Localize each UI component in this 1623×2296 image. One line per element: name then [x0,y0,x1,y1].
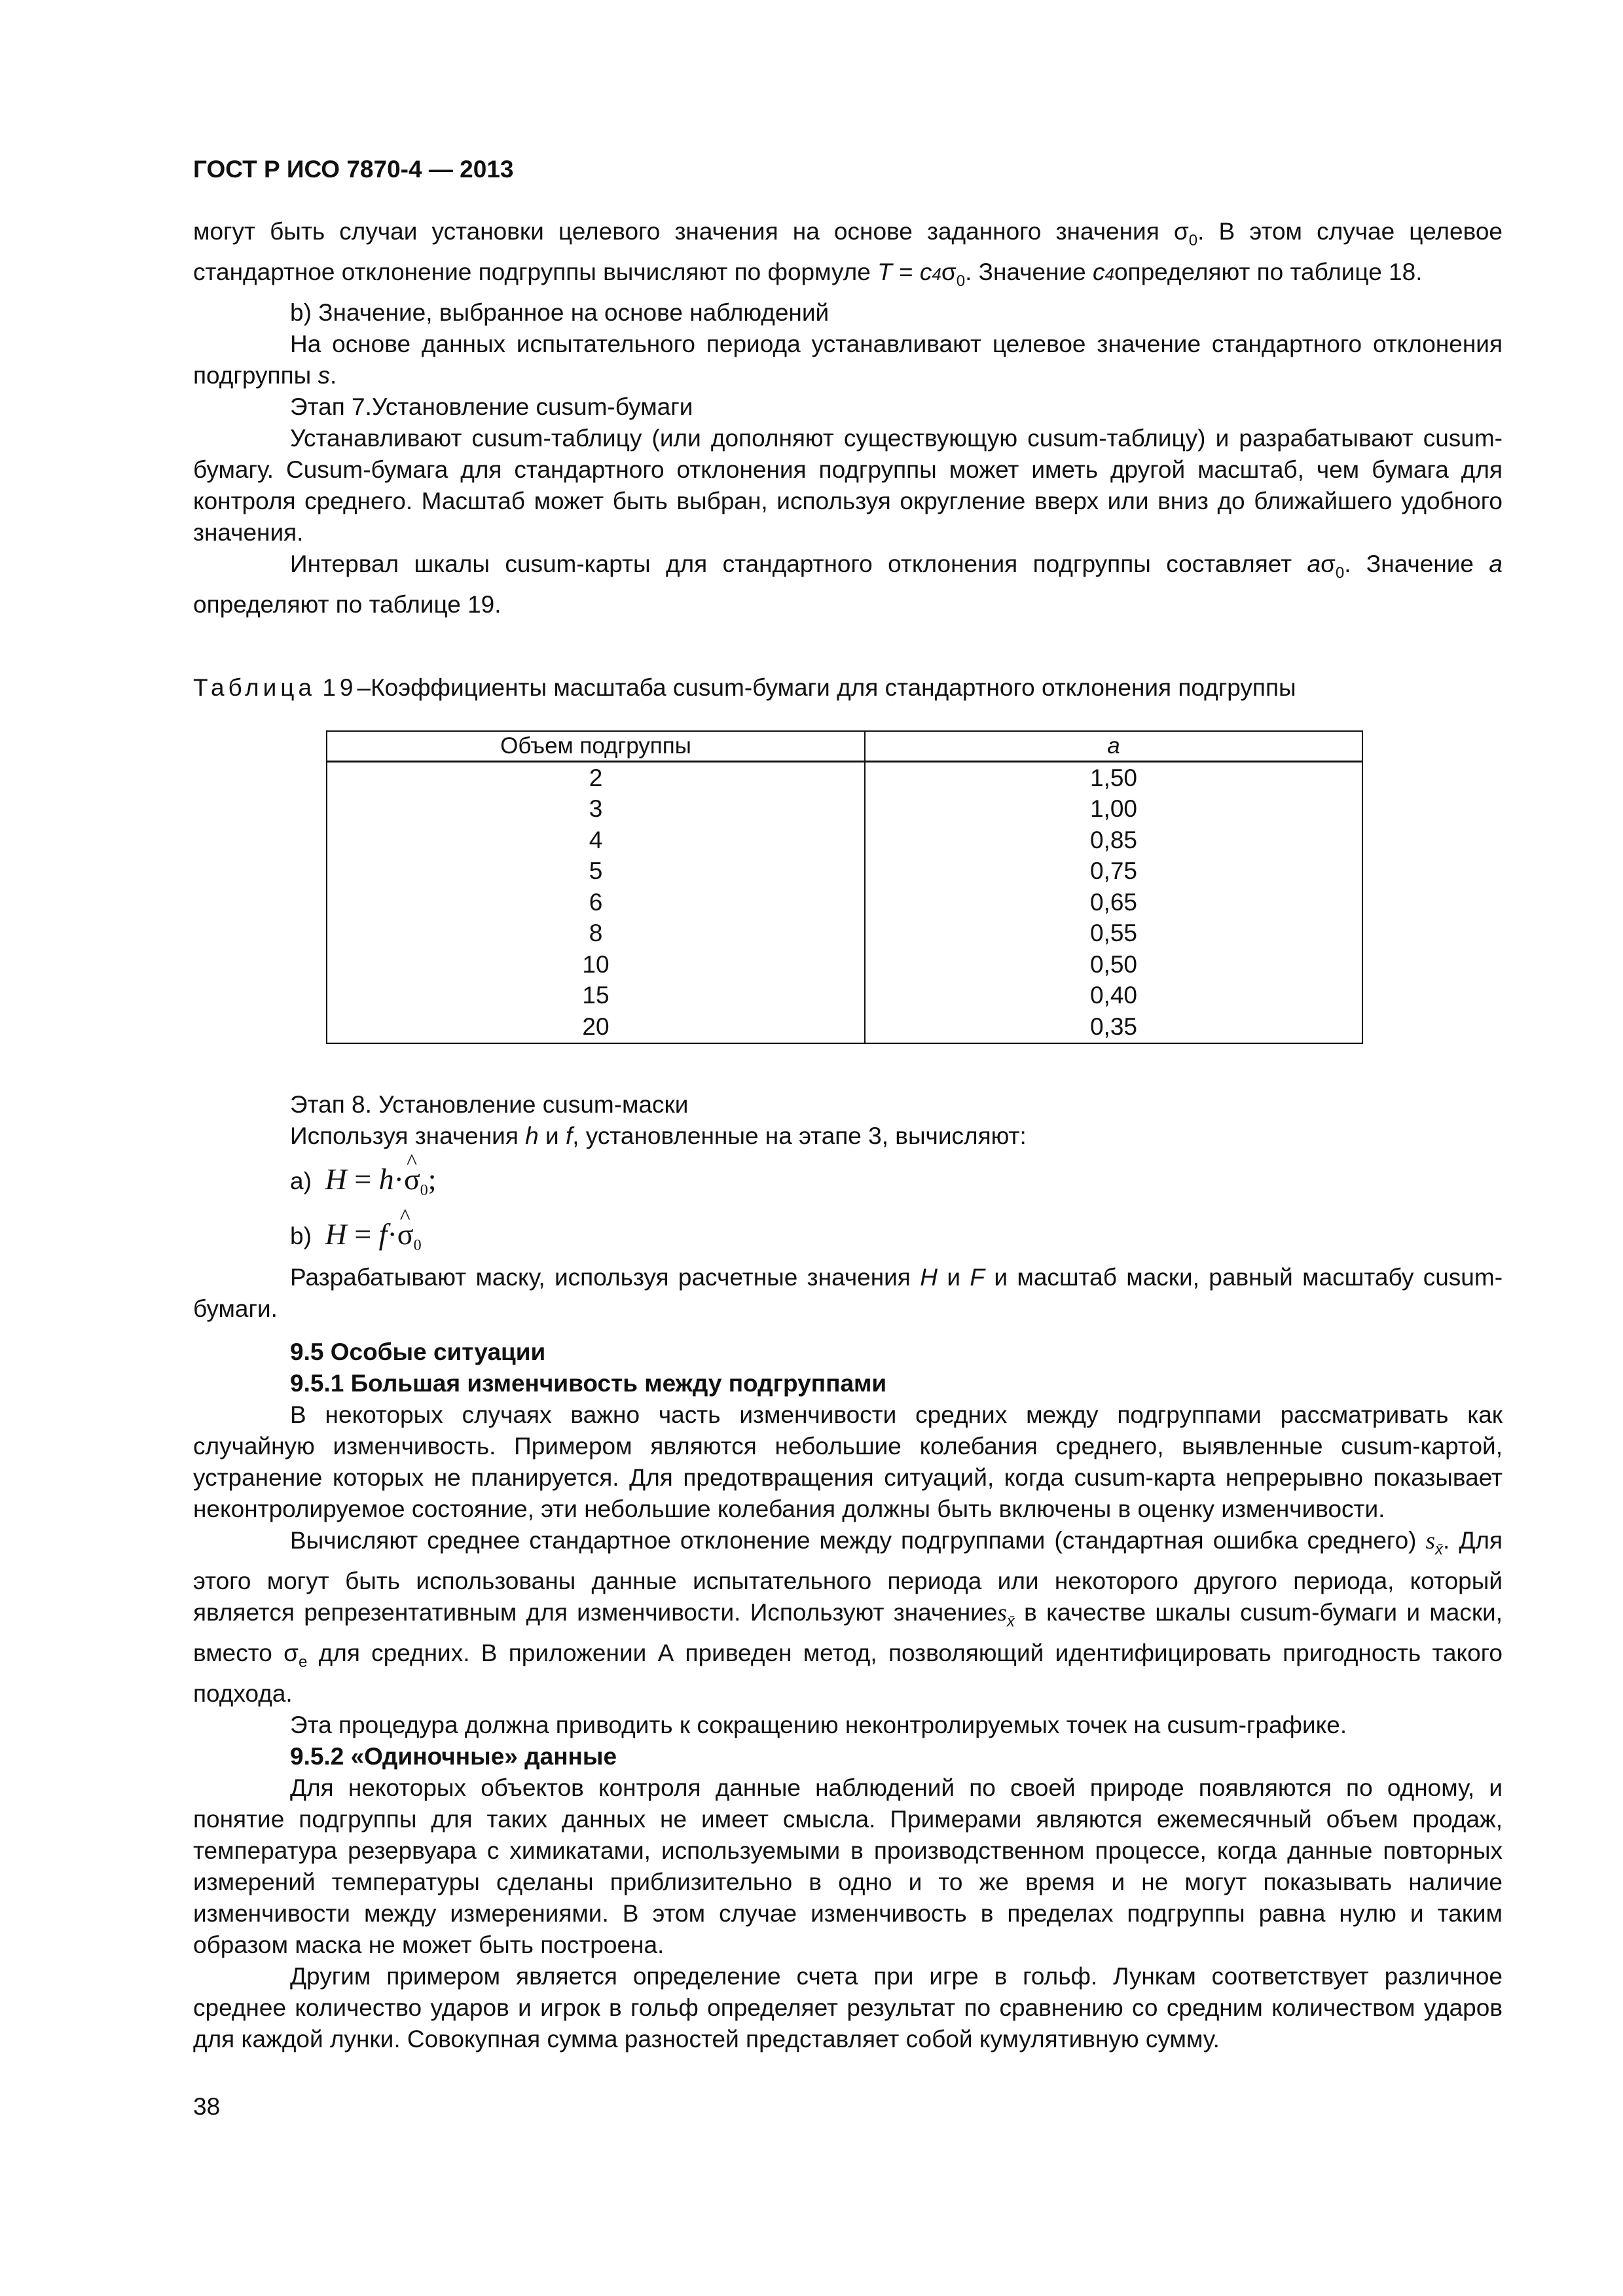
formula-b-label: b) [290,1223,312,1249]
mask-paragraph [193,1262,1503,1325]
cell-n: 5 [327,856,865,888]
cell-a: 1,50 [865,762,1362,794]
table-row [327,794,1362,825]
cell-a: 0,75 [865,856,1362,888]
cell-n: 10 [327,949,865,980]
page-number: 38 [193,2093,221,2120]
table-row [327,949,1362,980]
cell-n: 6 [327,887,865,918]
formula-a-sigma: ^ σ [404,1152,420,1207]
cell-n: 3 [327,794,865,825]
table-row [327,1011,1362,1043]
formula-sigma-sub: 0 [956,272,966,290]
formula-b-f: f [378,1217,388,1251]
intro-text-3: . Значение [965,259,1086,285]
b-paragraph [193,329,1503,391]
cell-a: 1,00 [865,794,1362,825]
table-row [327,918,1362,950]
b-item: b) Значение, выбранное на основе наблюдений [290,299,830,326]
section-9-5-1-title: 9.5.1 Большая изменчивость между подгруппами [290,1370,887,1397]
stage7-title: Этап 7.Установление cusum-бумаги [290,393,693,420]
paragraph-951-1: В некоторых случаях важно часть изменчивости средних между подгруппами рассматривать как случайную изменчивость. Примером являются небольшие колебания среднего, выявленные cusum-картой, устранение которых не планируется. Для предотвращения ситуаций, когда cusum-карта непрерывно показывает неконтролируемое состояние, эти небольшие колебания должны быть включены в оценку изменчивости. [193,1401,1503,1522]
cell-a: 0,50 [865,949,1362,980]
b-s: s [318,362,330,389]
formula-a-H: H [325,1162,347,1196]
mask-text: Разрабатывают маску, используя расчетные значения [290,1264,911,1291]
b-text: На основе данных испытательного периода устанавливают целевое значение стандартного отклонения подгруппы [193,331,1503,389]
intro-sub-1: 0 [1188,232,1198,249]
formula-a-label: a) [290,1168,312,1194]
stage8-block [193,1089,1503,1325]
formula-a-dot: · [393,1162,404,1196]
stage8-title: Этап 8. Установление cusum-маски [290,1091,689,1118]
cell-n: 4 [327,825,865,856]
cell-a: 0,40 [865,980,1362,1012]
paragraph-951-2 [193,1525,1503,1710]
b-dot: . [330,362,337,389]
caption-text: Коэффициенты масштаба cusum-бумаги для стандартного отклонения подгруппы [371,674,1296,701]
formula-c4b: c [1092,259,1105,285]
formula-c4: c [919,259,932,285]
sx: s [1425,1528,1435,1554]
p2b: . Для этого могут быть использованы данные испытательного периода или некоторого другого периода, который является репрезентативным для изменчивости. Используют значение [193,1527,1503,1626]
table-row [327,887,1362,918]
formula-b-H: H [325,1217,347,1251]
sx-sub: x̄ [1434,1541,1443,1558]
formula-a-end: ; [428,1162,437,1196]
cell-a: 0,85 [865,825,1362,856]
intro-text-4: определяют по таблице 18. [1114,259,1423,285]
formula-eq: = [892,259,920,285]
using-h: h [525,1122,539,1149]
using-end: , установленные на этапе 3, вычисляют: [572,1122,1027,1149]
mask-F: F [970,1264,985,1291]
using-f: f [565,1122,573,1149]
formula-b [193,1207,1503,1262]
p2a: Вычисляют среднее стандартное отклонение между подгруппами (стандартная ошибка среднего) [290,1527,1417,1554]
cell-n: 20 [327,1011,865,1043]
formula-b-sigma: ^ σ [397,1207,414,1262]
formula-b-expr [325,1217,422,1254]
interval-end2: определяют по таблице 19. [193,591,501,618]
table-header-row [327,731,1362,762]
interval-a2: a [1489,550,1503,577]
formula-a-h: h [378,1162,394,1196]
sigma-e-sub: e [299,1653,308,1671]
p2d: для средних. В приложении А приведен метод, позволяющий идентифицировать пригодность такого подхода. [193,1640,1503,1707]
intro-block [193,216,1503,620]
formula-a [193,1152,1503,1207]
table19-caption [193,674,1296,702]
formula-a-sub: 0 [420,1182,428,1199]
sx2-sub: x̄ [1006,1613,1015,1630]
table-row [327,825,1362,856]
section-9-5-2-title: 9.5.2 «Одиночные» данные [290,1743,617,1770]
col-header-subgroup: Объем подгруппы [327,731,865,762]
paragraph-952-2: Другим примером является определение счета при игре в гольф. Лункам соответствует различное среднее количество ударов и игрок в гольф определяет результат по сравнению со средним количеством ударов для каждой лунки. Совокупная сумма разностей представляет собой кумулятивную сумму. [193,1963,1503,2053]
interval-text: Интервал шкалы cusum-карты для стандартного отклонения подгруппы составляет [290,550,1292,577]
stage7-paragraph: Устанавливают cusum-таблицу (или дополняют существующую cusum-таблицу) и разрабатывают cusum-бумагу. Cusum-бумага для стандартного отклонения подгруппы может иметь другой масштаб, чем бумага для контроля среднего. Масштаб может быть выбран, используя округление вверх или вниз до ближайшего удобного значения. [193,425,1503,546]
cell-a: 0,55 [865,918,1362,950]
cell-n: 15 [327,980,865,1012]
mask-and: и [947,1264,960,1291]
paragraph-951-3: Эта процедура должна приводить к сокращению неконтролируемых точек на cusum-графике. [290,1712,1347,1738]
cell-n: 8 [327,918,865,950]
sx2: s [997,1600,1007,1626]
table19 [326,730,1363,1044]
interval-sigma-sub: 0 [1335,564,1345,582]
interval-a: a [1307,550,1321,577]
document-header: ГОСТ Р ИСО 7870-4 — 2013 [193,156,514,183]
interval-end: . Значение [1344,550,1474,577]
formula-b-eq: = [346,1217,379,1251]
formula-c4-sub: 4 [932,264,941,284]
formula-a-eq: = [346,1162,379,1196]
using-text: Используя значения [290,1122,519,1149]
using-and: и [545,1122,559,1149]
cell-a: 0,65 [865,887,1362,918]
interval-sigma: σ [1321,550,1336,577]
formula-b-dot: · [387,1217,397,1251]
formula-c4b-sub: 4 [1104,264,1114,284]
formula-a-expr [325,1162,437,1199]
mask-H: H [920,1264,938,1291]
cell-a: 0,35 [865,1011,1362,1043]
col-header-a: a [865,731,1362,762]
section-9-5 [193,1336,1503,2055]
caption-num: 19 [322,674,357,701]
stage7-interval [193,548,1503,620]
caption-word: Таблица [193,674,316,701]
formula-sigma: σ [941,259,957,285]
formula-T: T [877,259,892,285]
table-row [327,762,1362,794]
paragraph-952-1: Для некоторых объектов контроля данные наблюдений по своей природе появляются по одному, и понятие подгруппы для таких данных не имеет смысла. Примерами являются ежемесячный объем продаж, температура резервуара с химикатами, используемыми в производственном процессе, когда данные повторных измерений температуры сделаны приблизительно в одно и то же время и не могут показывать наличие изменчивости между измерениями. В этом случае изменчивость в пределах подгруппы равна нулю и таким образом маска не может быть построена. [193,1774,1503,1958]
section-9-5-title: 9.5 Особые ситуации [290,1338,546,1365]
cell-n: 2 [327,762,865,794]
table-row [327,856,1362,888]
intro-paragraph [193,216,1503,297]
p2c: в качестве шкалы cusum-бумаги и маски, вместо σ [193,1599,1503,1666]
stage8-using [193,1121,1503,1152]
intro-text-2: . В этом случае целевое стандартное отклонение подгруппы вычисляют по формуле [193,218,1503,285]
caption-dash: – [357,674,371,701]
mask-end: и масштаб маски, равный масштабу cusum-бумаги. [193,1264,1503,1322]
table-row [327,980,1362,1012]
intro-text-1: могут быть случаи установки целевого значения на основе заданного значения σ [193,218,1189,245]
formula-b-sub: 0 [413,1237,422,1254]
